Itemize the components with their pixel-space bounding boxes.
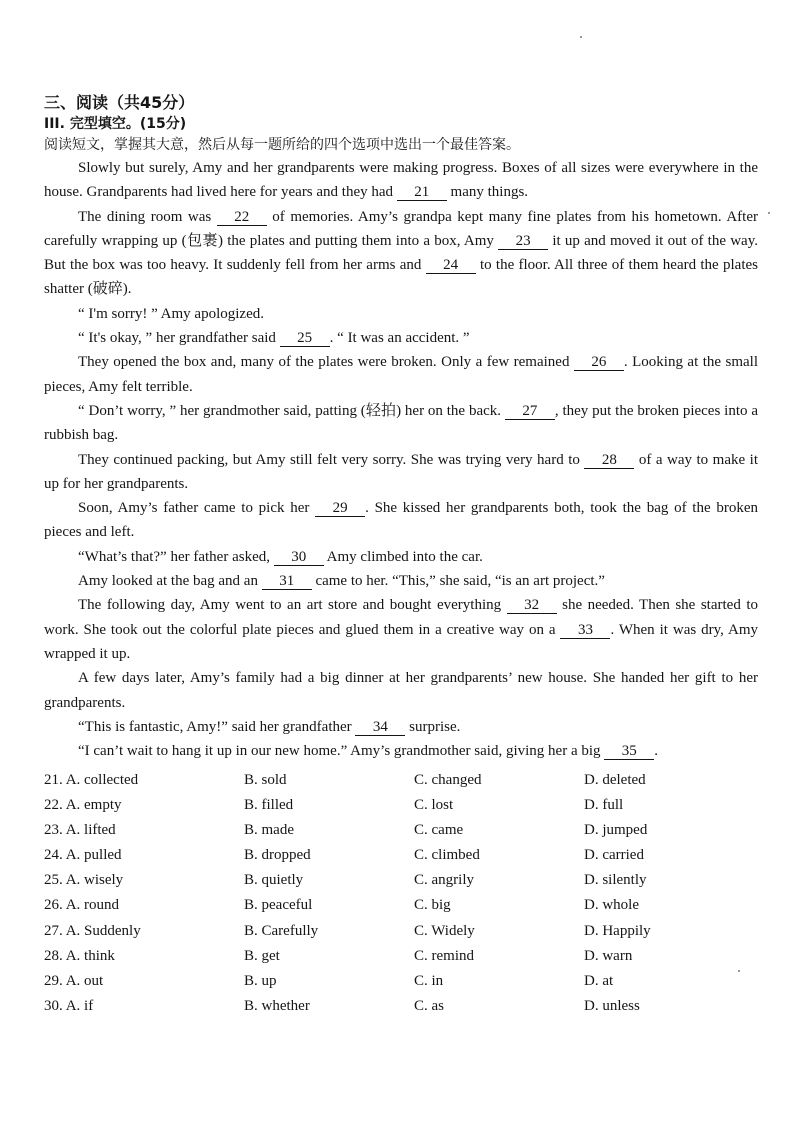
passage-paragraph: [44, 350, 758, 399]
question-number: 21.: [44, 771, 63, 788]
option-c: C. big: [414, 897, 451, 914]
question-options-row: [44, 919, 758, 944]
question-number-and-option-a: [44, 797, 244, 814]
passage-paragraph: [44, 739, 758, 763]
passage-text: . When it was dry, Amy wrapped it up.: [44, 621, 758, 662]
answer-blank: 32: [507, 597, 557, 614]
question-number: 28.: [44, 947, 63, 964]
passage-paragraph: [44, 302, 758, 326]
option-c: C. Widely: [414, 922, 475, 939]
passage-text: Slowly but surely, Amy and her grandparents were making progress. Boxes of all sizes were everywhere in the house. Grandparents had lived here for years and they had: [44, 160, 758, 201]
passage-paragraph: [44, 326, 758, 350]
question-number-and-option-a: [44, 772, 244, 789]
question-number: 23.: [44, 821, 63, 838]
passage-text: The following day, Amy went to an art store and bought everything: [78, 597, 507, 614]
option-d: D. unless: [584, 998, 640, 1015]
scan-speck: [738, 970, 740, 972]
passage-text: it up and moved it out of the way. But the box was too heavy. It suddenly fell from her arms and: [44, 232, 758, 274]
passage-text: They continued packing, but Amy still felt very sorry. She was trying very hard to: [78, 451, 585, 468]
option-b: B. peaceful: [244, 897, 313, 914]
passage-text: . Looking at the small pieces, Amy felt terrible.: [44, 354, 758, 395]
question-options-row: [44, 994, 758, 1019]
answer-blank: 28: [584, 452, 634, 469]
option-c: C. as: [414, 998, 444, 1015]
option-c: C. angrily: [414, 872, 474, 889]
answer-options: [44, 767, 758, 1019]
passage-text: of memories. Amy’s grandpa kept many fine plates from his hometown. After carefully wrapping up (包裹) the plates and putting them into a box, Amy: [44, 208, 758, 249]
option-a: A. lifted: [65, 821, 116, 838]
option-d: D. jumped: [584, 821, 648, 838]
question-number-and-option-a: [44, 847, 244, 864]
section-subtitle: III. 完型填空。(15分): [44, 116, 187, 132]
option-d: D. at: [584, 973, 614, 990]
option-b: B. up: [244, 973, 277, 990]
passage-paragraph: [44, 569, 758, 593]
passage: [44, 156, 758, 763]
option-a: A. pulled: [65, 847, 122, 864]
option-d: D. whole: [584, 897, 639, 914]
answer-blank: 33: [560, 622, 610, 639]
option-b: B. Carefully: [244, 922, 319, 939]
passage-text: of a way to make it up for her grandparents.: [44, 451, 758, 492]
question-options-row: [44, 793, 758, 818]
option-a: A. if: [65, 998, 94, 1015]
passage-paragraph: [44, 205, 758, 302]
passage-paragraph: [44, 666, 758, 715]
passage-text: Amy climbed into the car.: [323, 548, 483, 565]
passage-text: came to her. “This,” she said, “is an art project.”: [311, 573, 605, 590]
question-options-row: [44, 944, 758, 969]
option-c: C. remind: [414, 947, 474, 964]
option-a: A. round: [65, 897, 120, 914]
passage-text: “ It's okay, ” her grandfather said: [78, 330, 280, 347]
passage-paragraph: [44, 496, 758, 545]
option-d: D. carried: [584, 847, 644, 864]
question-number-and-option-a: [44, 998, 244, 1015]
section-title: 三、阅读（共45分）: [44, 93, 195, 112]
passage-text: .: [654, 743, 659, 760]
question-number: 27.: [44, 922, 63, 939]
option-d: D. full: [584, 796, 624, 813]
option-d: D. silently: [584, 872, 647, 889]
answer-blank: 31: [262, 573, 312, 590]
option-d: D. Happily: [584, 922, 651, 939]
option-b: B. whether: [244, 998, 310, 1015]
answer-blank: 26: [574, 354, 624, 371]
option-c: C. in: [414, 973, 444, 990]
option-b: B. sold: [244, 771, 287, 788]
passage-paragraph: [44, 545, 758, 569]
passage-text: . She kissed her grandparents both, took the bag of the broken pieces and left.: [44, 500, 758, 541]
option-d: D. deleted: [584, 771, 646, 788]
passage-text: The dining room was: [78, 208, 217, 225]
passage-text: to the floor. All three of them heard the plates shatter (破碎).: [44, 257, 758, 298]
question-options-row: [44, 868, 758, 893]
option-b: B. filled: [244, 796, 294, 813]
passage-text: . “ It was an accident. ”: [329, 330, 470, 347]
passage-text: , they put the broken pieces into a rubbish bag.: [44, 402, 758, 444]
answer-blank: 27: [505, 403, 555, 420]
question-number-and-option-a: [44, 822, 244, 839]
passage-paragraph: [44, 156, 758, 205]
option-c: C. changed: [414, 771, 482, 788]
question-number: 29.: [44, 973, 63, 990]
question-options-row: [44, 969, 758, 994]
option-d: D. warn: [584, 947, 633, 964]
answer-blank: 21: [397, 184, 447, 201]
option-c: C. came: [414, 821, 464, 838]
passage-paragraph: [44, 593, 758, 666]
passage-text: “I can’t wait to hang it up in our new home.” Amy’s grandmother said, giving her a big: [78, 743, 605, 760]
question-number: 22.: [44, 796, 63, 813]
answer-blank: 29: [315, 500, 365, 517]
passage-paragraph: [44, 399, 758, 448]
passage-text: “ Don’t worry, ” her grandmother said, patting (轻拍) her on the back.: [78, 402, 505, 419]
passage-paragraph: [44, 715, 758, 739]
answer-blank: 24: [426, 257, 476, 274]
passage-paragraph: [44, 448, 758, 497]
option-c: C. lost: [414, 796, 454, 813]
option-a: A. think: [65, 947, 115, 964]
passage-text: “This is fantastic, Amy!” said her grandfather: [78, 718, 356, 735]
passage-text: “What’s that?” her father asked,: [78, 548, 274, 565]
question-number: 24.: [44, 847, 63, 864]
option-a: A. out: [65, 973, 104, 990]
passage-text: Amy looked at the bag and an: [78, 573, 262, 590]
question-number-and-option-a: [44, 897, 244, 914]
option-c: C. climbed: [414, 847, 480, 864]
question-number: 26.: [44, 897, 63, 914]
answer-blank: 23: [498, 233, 548, 250]
passage-text: surprise.: [405, 718, 461, 735]
passage-text: “ I'm sorry! ” Amy apologized.: [78, 305, 264, 322]
passage-text: They opened the box and, many of the plates were broken. Only a few remained: [78, 354, 574, 371]
option-b: B. quietly: [244, 872, 304, 889]
question-options-row: [44, 843, 758, 868]
passage-text: she needed. Then she started to work. She took out the colorful plate pieces and glued them in a creative way on a: [44, 597, 758, 638]
scan-speck: [580, 36, 582, 38]
option-b: B. dropped: [244, 847, 311, 864]
question-options-row: [44, 767, 758, 792]
option-a: A. collected: [65, 771, 139, 788]
scan-speck: [768, 212, 770, 214]
question-number-and-option-a: [44, 872, 244, 889]
option-a: A. wisely: [65, 872, 124, 889]
answer-blank: 30: [274, 549, 324, 566]
answer-blank: 22: [217, 209, 267, 226]
passage-text: Soon, Amy’s father came to pick her: [78, 500, 316, 517]
option-a: A. empty: [65, 796, 122, 813]
instructions: 阅读短文，掌握其大意，然后从每一题所给的四个选项中选出一个最佳答案。: [44, 137, 520, 153]
answer-blank: 25: [280, 330, 330, 347]
question-number-and-option-a: [44, 923, 244, 940]
question-options-row: [44, 893, 758, 918]
question-number-and-option-a: [44, 948, 244, 965]
question-number: 25.: [44, 872, 63, 889]
option-a: A. Suddenly: [65, 922, 141, 939]
answer-blank: 34: [355, 719, 405, 736]
passage-text: A few days later, Amy’s family had a big dinner at her grandparents’ new house. She handed her gift to her grandparents.: [44, 670, 758, 711]
question-options-row: [44, 818, 758, 843]
option-b: B. made: [244, 821, 294, 838]
question-number-and-option-a: [44, 973, 244, 990]
answer-blank: 35: [604, 743, 654, 760]
question-number: 30.: [44, 998, 63, 1015]
passage-text: many things.: [446, 184, 529, 201]
option-b: B. get: [244, 947, 280, 964]
